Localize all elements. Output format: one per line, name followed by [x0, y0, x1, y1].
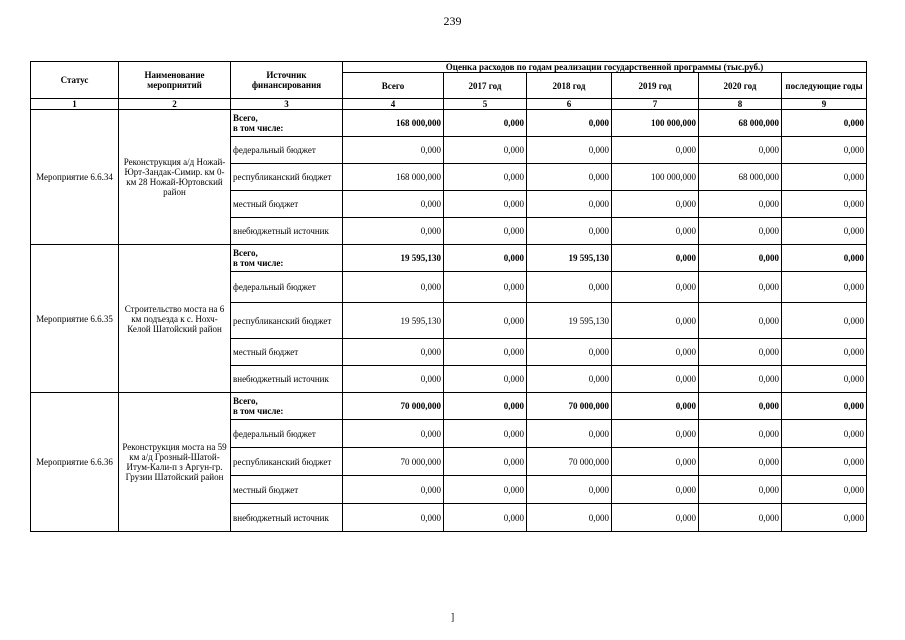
- amount-cell: 0,000: [699, 191, 782, 218]
- amount-cell: 0,000: [782, 191, 867, 218]
- amount-cell: 0,000: [527, 164, 612, 191]
- amount-cell: 0,000: [782, 137, 867, 164]
- amount-cell: 0,000: [444, 303, 527, 339]
- amount-cell: 0,000: [343, 504, 444, 532]
- amount-cell: 0,000: [527, 504, 612, 532]
- amount-cell: 19 595,130: [527, 245, 612, 272]
- amount-cell: 0,000: [612, 420, 699, 448]
- amount-cell: 0,000: [699, 476, 782, 504]
- measure-total-row: [31, 393, 867, 420]
- amount-cell: 0,000: [343, 420, 444, 448]
- header-name: Наименование мероприятий: [119, 62, 231, 99]
- amount-cell: 0,000: [444, 218, 527, 245]
- funding-source: местный бюджет: [231, 191, 343, 218]
- amount-cell: 0,000: [444, 504, 527, 532]
- amount-cell: 168 000,000: [343, 110, 444, 137]
- header-2020: 2020 год: [699, 73, 782, 99]
- funding-source: федеральный бюджет: [231, 420, 343, 448]
- amount-cell: 70 000,000: [343, 393, 444, 420]
- col-index: 4: [343, 99, 444, 110]
- amount-cell: 0,000: [782, 164, 867, 191]
- funding-source: Всего, в том числе:: [231, 110, 343, 137]
- amount-cell: 0,000: [612, 476, 699, 504]
- header-row-1: [31, 62, 867, 73]
- column-index-row: [31, 99, 867, 110]
- amount-cell: 70 000,000: [527, 448, 612, 476]
- funding-source: федеральный бюджет: [231, 272, 343, 303]
- amount-cell: 0,000: [444, 420, 527, 448]
- amount-cell: 0,000: [699, 303, 782, 339]
- amount-cell: 0,000: [527, 420, 612, 448]
- amount-cell: 0,000: [527, 339, 612, 366]
- amount-cell: 0,000: [527, 218, 612, 245]
- amount-cell: 0,000: [612, 448, 699, 476]
- amount-cell: 100 000,000: [612, 164, 699, 191]
- amount-cell: 0,000: [782, 245, 867, 272]
- amount-cell: 0,000: [527, 191, 612, 218]
- col-index: 7: [612, 99, 699, 110]
- funding-source: внебюджетный источник: [231, 366, 343, 393]
- header-status: Статус: [31, 62, 119, 99]
- amount-cell: 0,000: [782, 110, 867, 137]
- amount-cell: 0,000: [343, 476, 444, 504]
- amount-cell: 19 595,130: [343, 245, 444, 272]
- amount-cell: 0,000: [782, 393, 867, 420]
- amount-cell: 0,000: [782, 303, 867, 339]
- amount-cell: 0,000: [444, 191, 527, 218]
- col-index: 8: [699, 99, 782, 110]
- amount-cell: 0,000: [699, 272, 782, 303]
- header-later: последующие годы: [782, 73, 867, 99]
- amount-cell: 100 000,000: [612, 110, 699, 137]
- header-total: Всего: [343, 73, 444, 99]
- amount-cell: 0,000: [612, 393, 699, 420]
- amount-cell: 0,000: [444, 164, 527, 191]
- header-estimate: Оценка расходов по годам реализации государственной программы (тыс.руб.): [343, 62, 867, 73]
- col-index: 1: [31, 99, 119, 110]
- amount-cell: 0,000: [699, 218, 782, 245]
- amount-cell: 70 000,000: [343, 448, 444, 476]
- header-2017: 2017 год: [444, 73, 527, 99]
- bottom-mark: ]: [450, 612, 455, 623]
- amount-cell: 0,000: [782, 272, 867, 303]
- amount-cell: 0,000: [343, 339, 444, 366]
- amount-cell: 0,000: [782, 218, 867, 245]
- funding-source: республиканский бюджет: [231, 303, 343, 339]
- amount-cell: 0,000: [612, 339, 699, 366]
- amount-cell: 0,000: [444, 476, 527, 504]
- funding-source: Всего, в том числе:: [231, 245, 343, 272]
- amount-cell: 0,000: [699, 393, 782, 420]
- amount-cell: 0,000: [527, 272, 612, 303]
- measure-name: Реконструкция моста на 59 км а/д Грозный-Шатой-Итум-Кали-п з Аргун-гр. Грузии Шатойский район: [119, 393, 231, 532]
- measure-status: Мероприятие 6.6.36: [31, 393, 119, 532]
- amount-cell: 0,000: [343, 272, 444, 303]
- amount-cell: 0,000: [444, 245, 527, 272]
- funding-source: внебюджетный источник: [231, 504, 343, 532]
- funding-source: местный бюджет: [231, 476, 343, 504]
- amount-cell: 0,000: [343, 218, 444, 245]
- amount-cell: 0,000: [782, 420, 867, 448]
- measure-status: Мероприятие 6.6.35: [31, 245, 119, 393]
- measure-total-row: [31, 245, 867, 272]
- amount-cell: 0,000: [527, 476, 612, 504]
- measure-name: Реконструкция а/д Ножай-Юрт-Зандак-Симир. км 0-км 28 Ножай-Юртовский район: [119, 110, 231, 245]
- amount-cell: 0,000: [527, 110, 612, 137]
- amount-cell: 0,000: [612, 366, 699, 393]
- amount-cell: 68 000,000: [699, 110, 782, 137]
- col-index: 9: [782, 99, 867, 110]
- funding-source: республиканский бюджет: [231, 164, 343, 191]
- amount-cell: 168 000,000: [343, 164, 444, 191]
- amount-cell: 0,000: [343, 191, 444, 218]
- page-number: 239: [443, 14, 462, 28]
- amount-cell: 0,000: [699, 504, 782, 532]
- funding-source: федеральный бюджет: [231, 137, 343, 164]
- funding-source: Всего, в том числе:: [231, 393, 343, 420]
- amount-cell: 0,000: [699, 448, 782, 476]
- amount-cell: 70 000,000: [527, 393, 612, 420]
- header-2019: 2019 год: [612, 73, 699, 99]
- header-source: Источник финансирования: [231, 62, 343, 99]
- amount-cell: 0,000: [444, 393, 527, 420]
- amount-cell: 0,000: [782, 339, 867, 366]
- amount-cell: 0,000: [612, 504, 699, 532]
- col-index: 2: [119, 99, 231, 110]
- amount-cell: 19 595,130: [343, 303, 444, 339]
- header-2018: 2018 год: [527, 73, 612, 99]
- amount-cell: 0,000: [444, 137, 527, 164]
- col-index: 5: [444, 99, 527, 110]
- amount-cell: 0,000: [343, 366, 444, 393]
- col-index: 6: [527, 99, 612, 110]
- amount-cell: 0,000: [527, 137, 612, 164]
- amount-cell: 68 000,000: [699, 164, 782, 191]
- amount-cell: 0,000: [444, 110, 527, 137]
- budget-table: [30, 61, 867, 532]
- funding-source: местный бюджет: [231, 339, 343, 366]
- amount-cell: 0,000: [612, 218, 699, 245]
- amount-cell: 0,000: [699, 245, 782, 272]
- amount-cell: 0,000: [612, 303, 699, 339]
- amount-cell: 0,000: [782, 476, 867, 504]
- measure-name: Строительство моста на 6 км подъезда к с. Нохч-Келой Шатойский район: [119, 245, 231, 393]
- amount-cell: 0,000: [444, 339, 527, 366]
- amount-cell: 0,000: [782, 366, 867, 393]
- amount-cell: 0,000: [612, 272, 699, 303]
- amount-cell: 0,000: [782, 504, 867, 532]
- amount-cell: 0,000: [782, 448, 867, 476]
- amount-cell: 0,000: [444, 366, 527, 393]
- amount-cell: 0,000: [612, 245, 699, 272]
- measure-status: Мероприятие 6.6.34: [31, 110, 119, 245]
- funding-source: республиканский бюджет: [231, 448, 343, 476]
- amount-cell: 19 595,130: [527, 303, 612, 339]
- amount-cell: 0,000: [444, 448, 527, 476]
- amount-cell: 0,000: [527, 366, 612, 393]
- amount-cell: 0,000: [612, 137, 699, 164]
- amount-cell: 0,000: [699, 137, 782, 164]
- amount-cell: 0,000: [699, 366, 782, 393]
- measure-total-row: [31, 110, 867, 137]
- col-index: 3: [231, 99, 343, 110]
- amount-cell: 0,000: [612, 191, 699, 218]
- amount-cell: 0,000: [699, 420, 782, 448]
- amount-cell: 0,000: [343, 137, 444, 164]
- amount-cell: 0,000: [444, 272, 527, 303]
- amount-cell: 0,000: [699, 339, 782, 366]
- funding-source: внебюджетный источник: [231, 218, 343, 245]
- table-body: [31, 110, 867, 532]
